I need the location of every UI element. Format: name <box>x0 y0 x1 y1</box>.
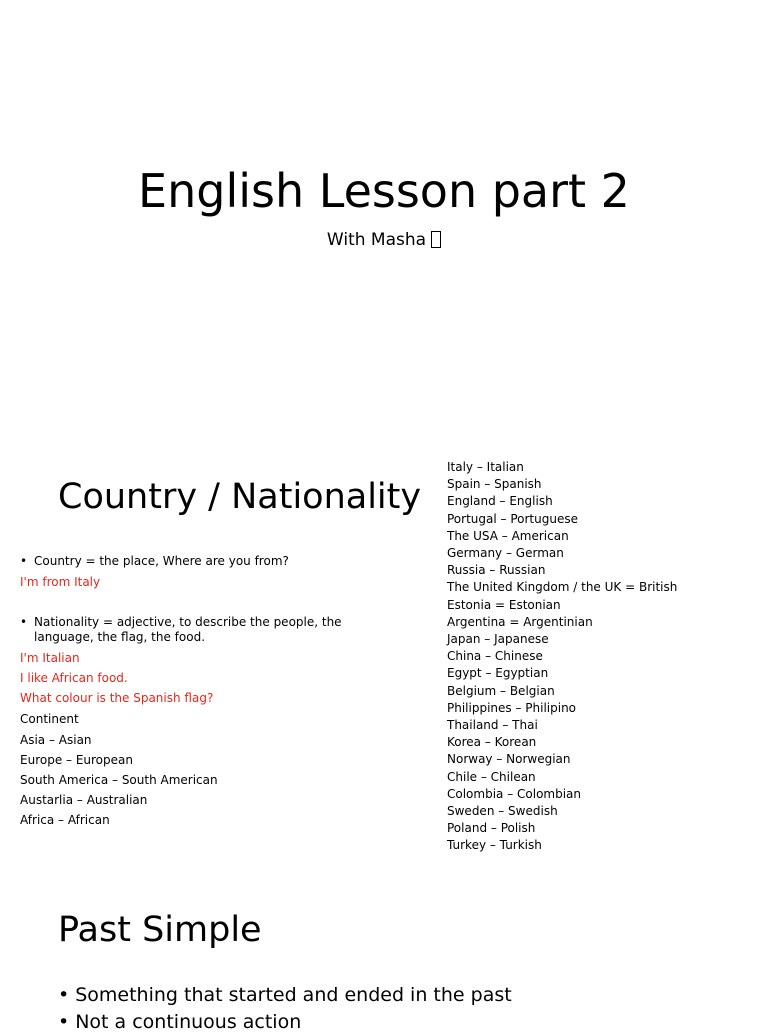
country-item: Norway – Norwegian <box>447 752 571 767</box>
country-item: The United Kingdom / the UK = British <box>447 580 678 595</box>
continent-item: Africa – African <box>20 813 110 827</box>
country-item: Colombia – Colombian <box>447 786 582 801</box>
past-simple-bullet <box>58 982 512 1009</box>
country-nationality-list <box>447 459 677 855</box>
country-item: Japan – Japanese <box>447 632 549 647</box>
country-nationality-heading: Country / Nationality <box>58 477 422 517</box>
country-item: Spain – Spanish <box>447 477 542 492</box>
example-african-food: I like African food. <box>20 671 128 685</box>
example-italian: I'm Italian <box>20 651 80 665</box>
country-item: Thailand – Thai <box>447 718 538 733</box>
example-spanish-flag: What colour is the Spanish flag? <box>20 691 214 705</box>
past-simple-bullet-text: Not a continuous action <box>75 1011 302 1033</box>
country-item: Estonia = Estonian <box>447 597 561 612</box>
bullet-icon: • <box>58 1011 70 1033</box>
country-item: China – Chinese <box>447 649 543 664</box>
country-item: Philippines – Philipino <box>447 700 577 715</box>
continent-item: Asia – Asian <box>20 733 92 747</box>
country-item: The USA – American <box>447 528 569 543</box>
continent-item: South America – South American <box>20 773 218 787</box>
country-item: Poland – Polish <box>447 821 536 836</box>
country-item: Turkey – Turkish <box>447 838 542 853</box>
country-item: Russia – Russian <box>447 563 546 578</box>
missing-glyph-icon <box>431 231 441 248</box>
past-simple-bullet <box>58 1009 512 1036</box>
past-simple-bullet-text: Something that started and ended in the past <box>75 984 512 1006</box>
continent-heading: Continent <box>20 712 79 726</box>
bullet-icon: • <box>58 984 70 1006</box>
bullet-icon: • <box>20 554 28 568</box>
bullet-country-text: Country = the place, Where are you from? <box>34 554 289 568</box>
country-item: England – English <box>447 494 553 509</box>
example-from-italy: I'm from Italy <box>20 575 101 589</box>
past-simple-heading: Past Simple <box>58 910 262 950</box>
subtitle-text: With Masha <box>326 230 427 250</box>
country-item: Chile – Chilean <box>447 769 536 784</box>
bullet-nationality-text: Nationality = adjective, to describe the people, the language, the flag, the food. <box>34 615 342 644</box>
slide-subtitle <box>0 229 768 251</box>
continent-item: Europe – European <box>20 753 133 767</box>
country-item: Sweden – Swedish <box>447 804 558 819</box>
slide-title: English Lesson part 2 <box>138 164 630 218</box>
past-simple-list <box>58 982 512 1036</box>
country-item: Italy – Italian <box>447 460 524 474</box>
country-item: Argentina = Argentinian <box>447 614 593 629</box>
country-item: Belgium – Belgian <box>447 683 555 698</box>
country-item: Egypt – Egyptian <box>447 666 549 681</box>
country-item: Germany – German <box>447 546 564 561</box>
country-item: Korea – Korean <box>447 735 537 750</box>
country-item: Portugal – Portuguese <box>447 511 578 526</box>
bullet-nationality <box>20 615 354 645</box>
continent-item: Austarlia – Australian <box>20 793 148 807</box>
bullet-icon: • <box>20 615 28 629</box>
bullet-country <box>20 554 354 569</box>
